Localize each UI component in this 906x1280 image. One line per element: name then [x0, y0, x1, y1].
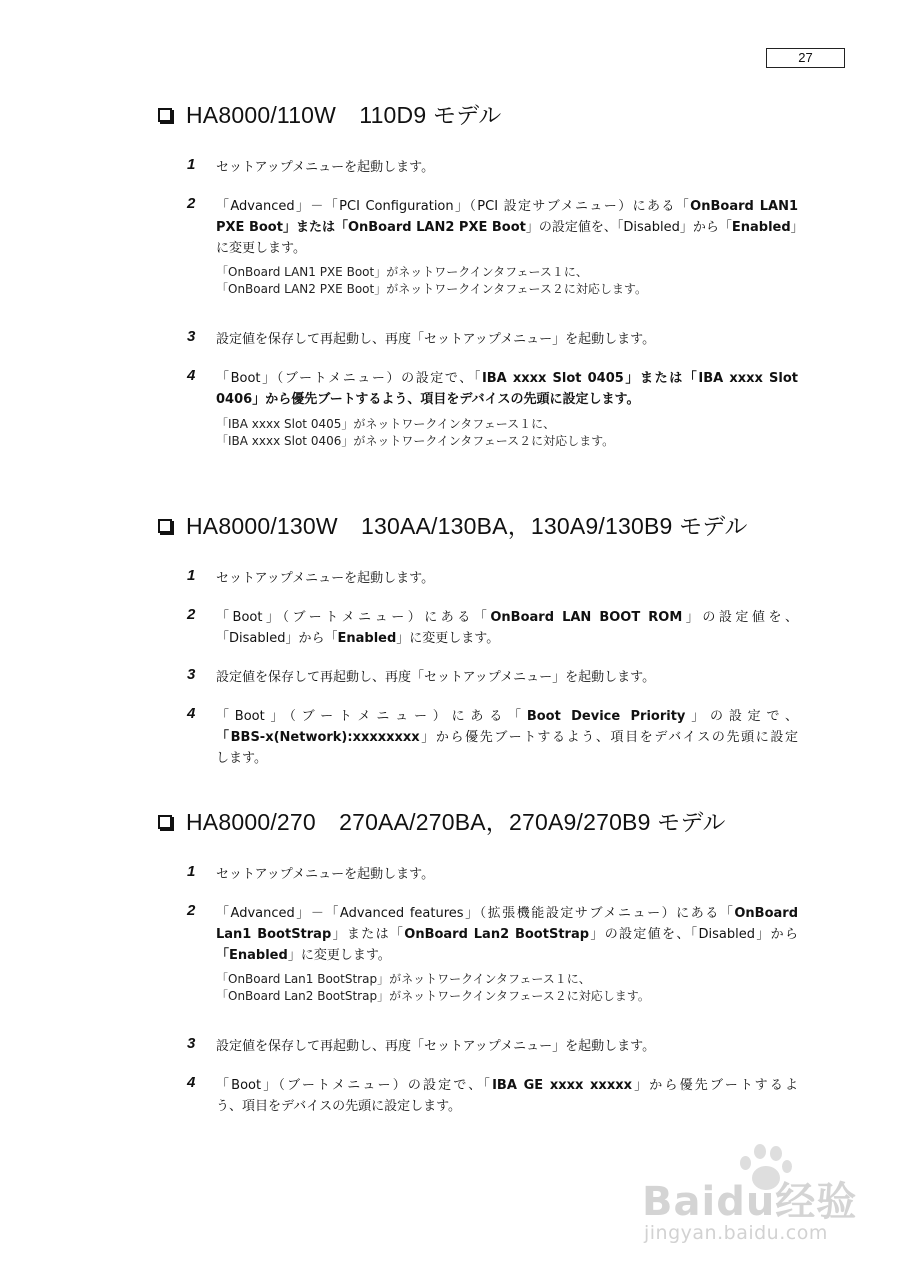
watermark-brand: Baidu经验 — [642, 1179, 858, 1225]
step-number: 2 — [187, 902, 196, 919]
step-number: 4 — [187, 367, 196, 384]
step-text: 設定値を保存して再起動し、再度「セットアップメニュー」を起動します。 — [216, 670, 656, 685]
step-text: セットアップメニューを起動します。 — [216, 160, 435, 175]
section-heading: HA8000/130W 130AA/130BA，130A9/130B9 モデル — [158, 511, 748, 541]
section-heading: HA8000/270 270AA/270BA，270A9/270B9 モデル — [158, 807, 726, 837]
step-text: 「Advanced」－「Advanced features」（拡張機能設定サブメニュー）にある「OnBoard Lan1 BootStrap」または「OnBoard Lan2 BootStrap」の設定値を、「Disabled」から 「Enabled」に変更します。 — [216, 906, 798, 963]
step-number: 1 — [187, 863, 196, 880]
step-number: 3 — [187, 328, 196, 345]
step-number: 4 — [187, 705, 196, 722]
step-number: 4 — [187, 1074, 196, 1091]
checkbox-bullet-icon — [158, 519, 172, 533]
step-number: 1 — [187, 156, 196, 173]
step-number: 2 — [187, 195, 196, 212]
baidu-watermark — [640, 1140, 870, 1250]
step-number: 1 — [187, 567, 196, 584]
step-note: 「IBA xxxx Slot 0405」がネットワークインタフェース１に、 「IBA xxxx Slot 0406」がネットワークインタフェース２に対応します。 — [216, 417, 615, 448]
step-text: 「Boot」（ブートメニュー）の設定で、「IBA xxxx Slot 0405」または「IBA xxxx Slot 0406」から優先ブートするよう、項目をデバイスの先頭に設定します。 — [216, 371, 798, 407]
step-text: セットアップメニューを起動します。 — [216, 571, 435, 586]
step-text: 設定値を保存して再起動し、再度「セットアップメニュー」を起動します。 — [216, 1039, 656, 1054]
step-text: 設定値を保存して再起動し、再度「セットアップメニュー」を起動します。 — [216, 332, 656, 347]
step-note: 「OnBoard Lan1 BootStrap」がネットワークインタフェース１に、 「OnBoard Lan2 BootStrap」がネットワークインタフェース２に対応します。 — [216, 972, 650, 1003]
step-number: 2 — [187, 606, 196, 623]
step-text: 「Boot」（ブートメニュー）にある「Boot Device Priority」の設定で、 「BBS-x(Network):xxxxxxxx」から優先ブートするよう、項目をデバイスの先頭に設定 します。 — [216, 709, 798, 766]
step-text: 「Advanced」－「PCI Configuration」（PCI 設定サブメニュー）にある「OnBoard LAN1 PXE Boot」または「OnBoard LAN2 PXE Boot」の設定値を、「Disabled」から「Enabled」 に変更します。 — [216, 199, 804, 256]
checkbox-bullet-icon — [158, 108, 172, 122]
step-text: 「Boot」（ブートメニュー）にある「OnBoard LAN BOOT ROM」の設定値を、 「Disabled」から「Enabled」に変更します。 — [216, 610, 798, 646]
step-number: 3 — [187, 666, 196, 683]
step-number: 3 — [187, 1035, 196, 1052]
step-text: 「Boot」（ブートメニュー）の設定で、「IBA GE xxxx xxxxx」から優先ブートするよ う、項目をデバイスの先頭に設定します。 — [216, 1078, 798, 1114]
step-note: 「OnBoard LAN1 PXE Boot」がネットワークインタフェース１に、 「OnBoard LAN2 PXE Boot」がネットワークインタフェース２に対応します。 — [216, 265, 647, 296]
page-number: 27 — [766, 48, 845, 68]
watermark-url: jingyan.baidu.com — [644, 1222, 828, 1244]
step-text: セットアップメニューを起動します。 — [216, 867, 435, 882]
checkbox-bullet-icon — [158, 815, 172, 829]
section-heading: HA8000/110W 110D9 モデル — [158, 100, 501, 130]
